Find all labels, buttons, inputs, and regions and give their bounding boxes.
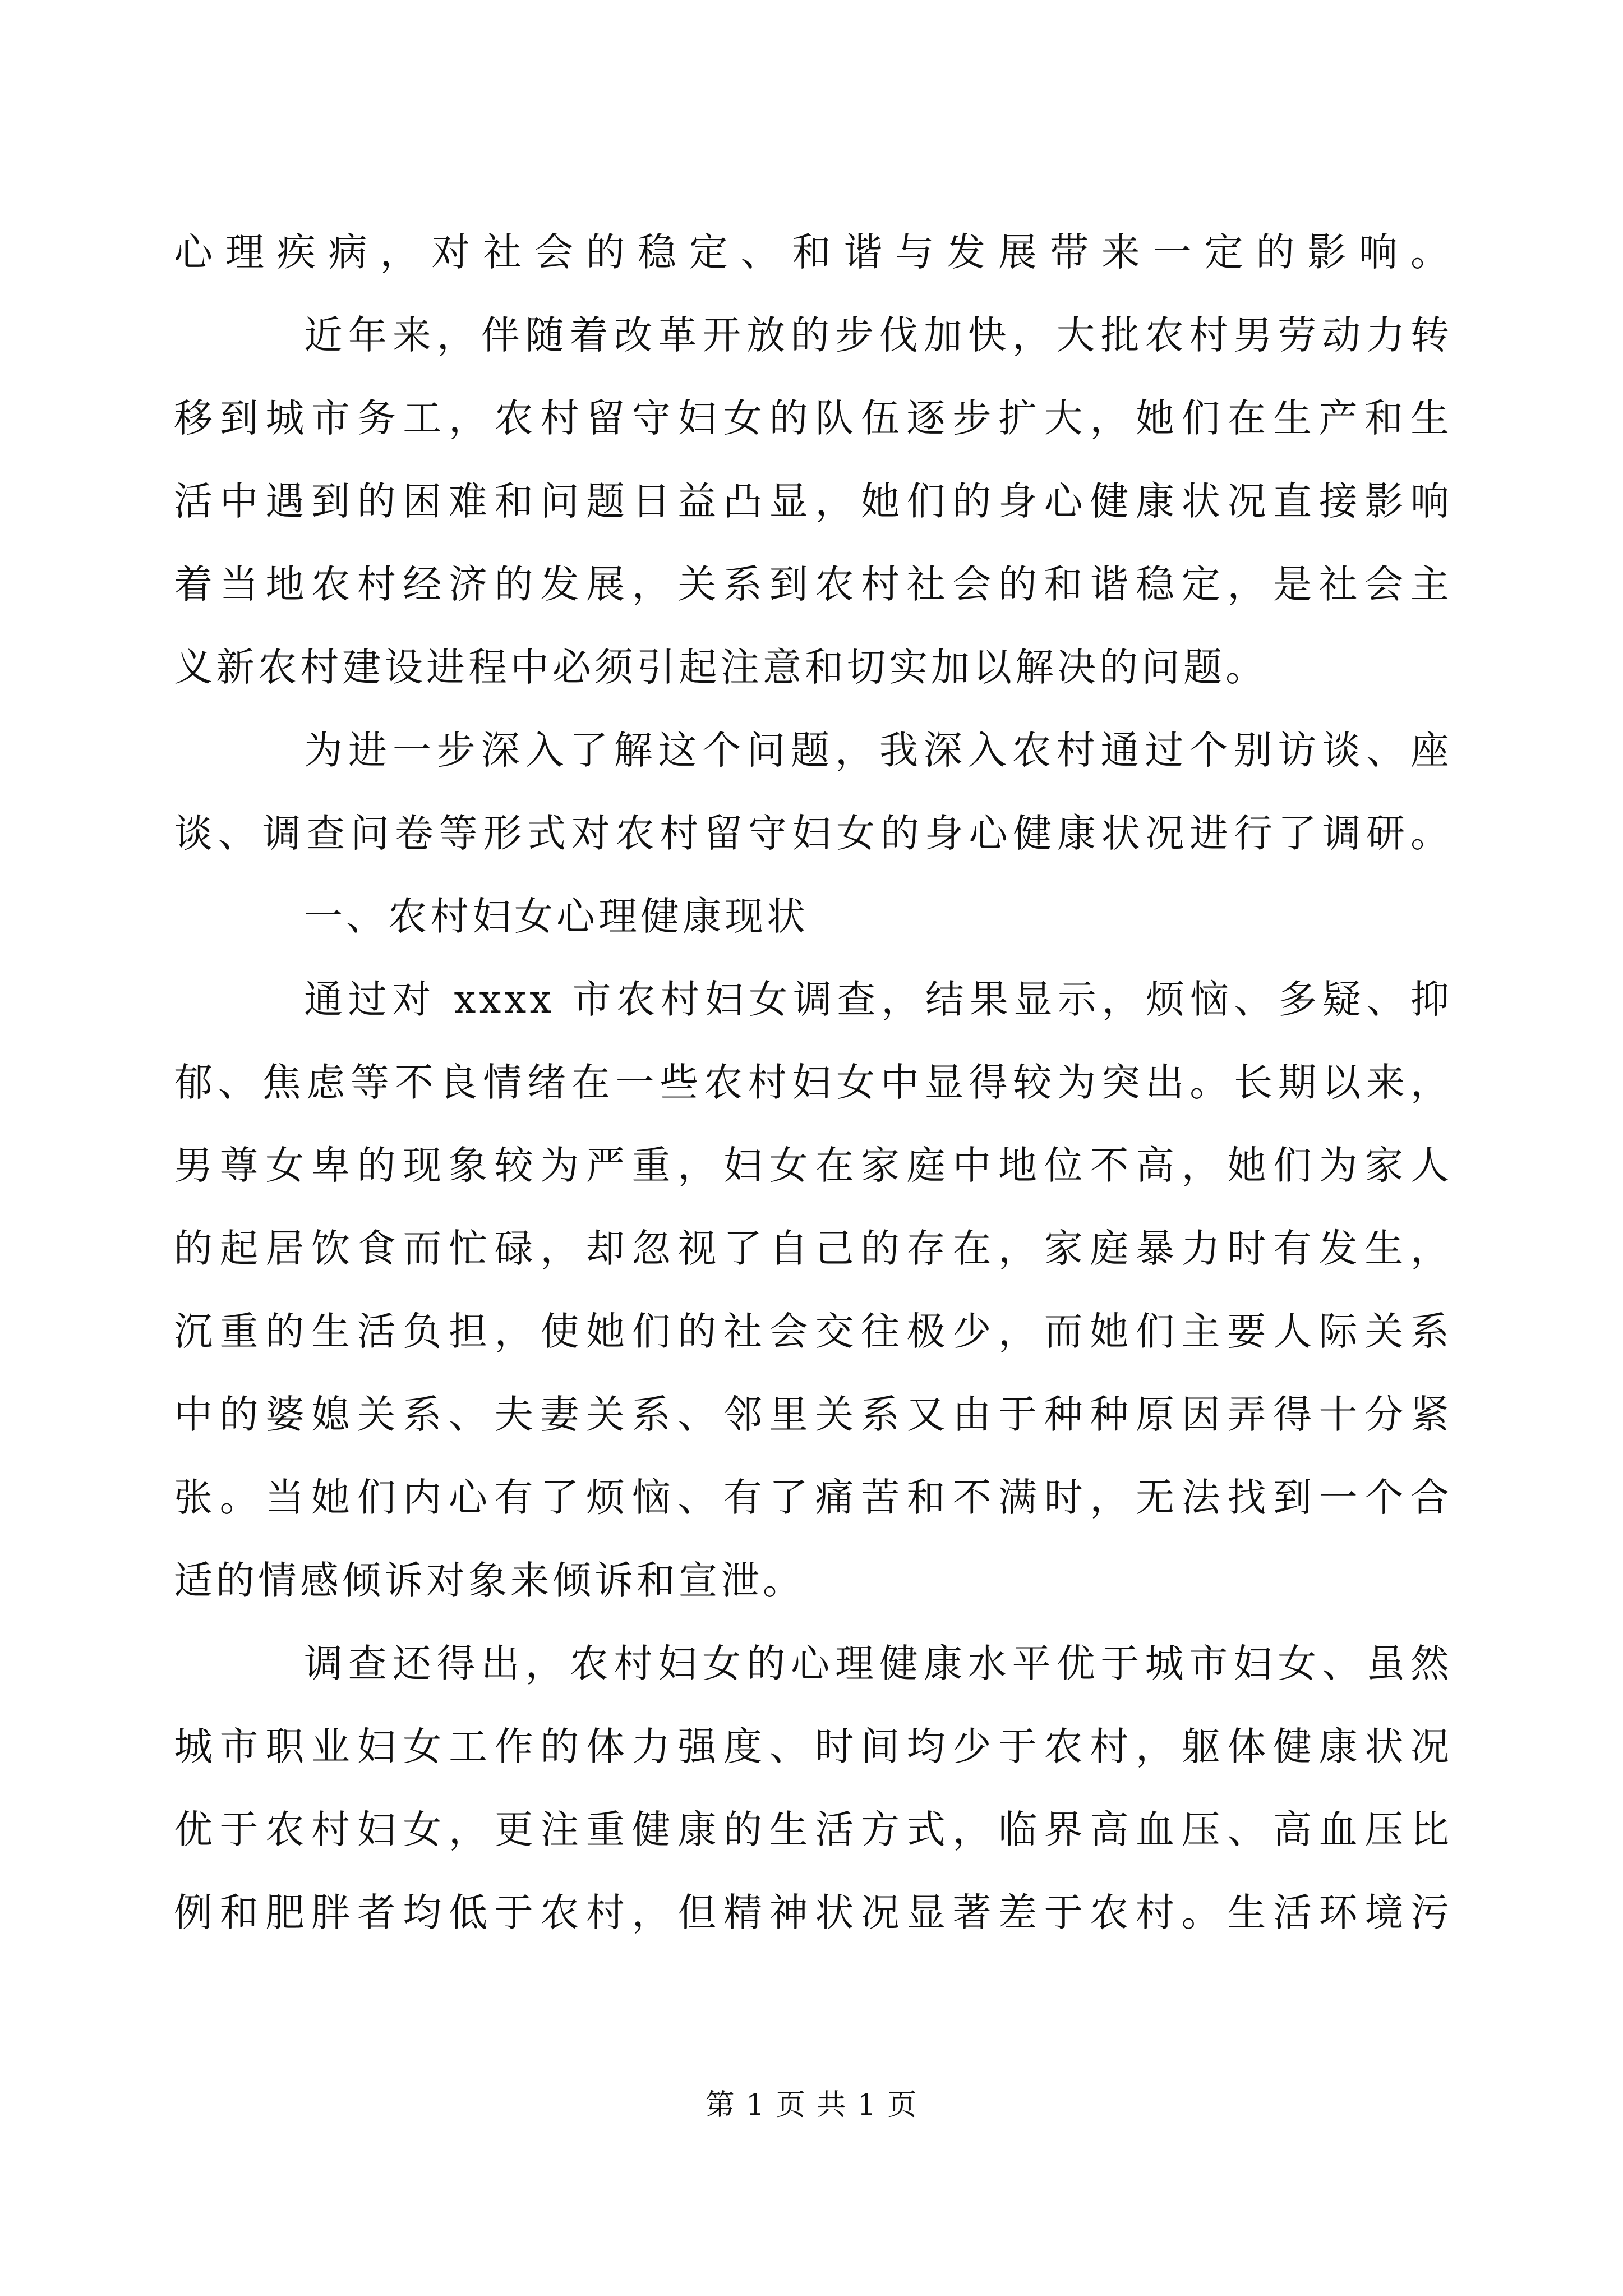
text-line: 通过对 xxxx 市农村妇女调查，结果显示，烦恼、多疑、抑 (304, 977, 1453, 1022)
text-line: 沉重的生活负担，使她们的社会交往极少，而她们主要人际关系 (174, 1309, 1453, 1354)
section-heading: 一、农村妇女心理健康现状 (304, 894, 809, 939)
text-line: 谈、调查问卷等形式对农村留守妇女的身心健康状况进行了调研。 (174, 811, 1453, 856)
page-footer: 第 1 页 共 1 页 (705, 2088, 918, 2122)
text-line: 近年来，伴随着改革开放的步伐加快，大批农村男劳动力转 (304, 313, 1453, 358)
text-line: 中的婆媳关系、夫妻关系、邻里关系又由于种种原因弄得十分紧 (174, 1392, 1453, 1437)
text-line: 优于农村妇女，更注重健康的生活方式，临界高血压、高血压比 (174, 1807, 1453, 1852)
text-line: 调查还得出，农村妇女的心理健康水平优于城市妇女、虽然 (304, 1641, 1453, 1686)
text-line: 男尊女卑的现象较为严重，妇女在家庭中地位不高，她们为家人 (174, 1143, 1453, 1188)
text-line: 活中遇到的困难和问题日益凸显，她们的身心健康状况直接影响 (174, 479, 1453, 524)
text-line: 适的情感倾诉对象来倾诉和宣泄。 (174, 1558, 805, 1603)
text-line: 义新农村建设进程中必须引起注意和切实加以解决的问题。 (174, 645, 1267, 690)
text-line: 张。当她们内心有了烦恼、有了痛苦和不满时，无法找到一个合 (174, 1475, 1453, 1520)
text-line: 心理疾病，对社会的稳定、和谐与发展带来一定的影响。 (174, 230, 1453, 275)
text-line: 城市职业妇女工作的体力强度、时间均少于农村，躯体健康状况 (174, 1724, 1453, 1769)
text-line: 着当地农村经济的发展，关系到农村社会的和谐稳定，是社会主 (174, 562, 1453, 607)
text-line: 郁、焦虑等不良情绪在一些农村妇女中显得较为突出。长期以来， (174, 1060, 1453, 1105)
text-line: 的起居饮食而忙碌，却忽视了自己的存在，家庭暴力时有发生， (174, 1226, 1453, 1271)
text-line: 移到城市务工，农村留守妇女的队伍逐步扩大，她们在生产和生 (174, 396, 1453, 441)
text-line: 例和肥胖者均低于农村，但精神状况显著差于农村。生活环境污 (174, 1890, 1453, 1935)
text-line: 为进一步深入了解这个问题，我深入农村通过个别访谈、座 (304, 728, 1453, 773)
